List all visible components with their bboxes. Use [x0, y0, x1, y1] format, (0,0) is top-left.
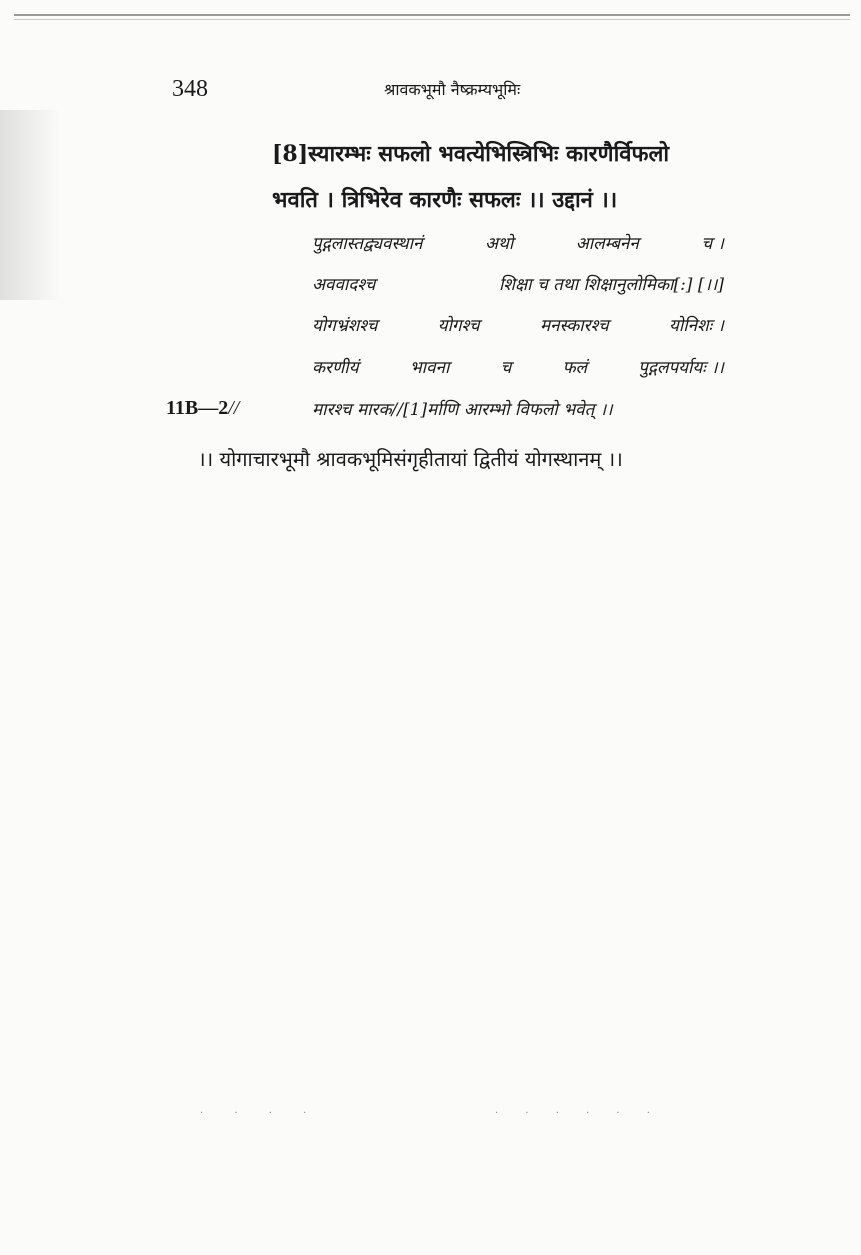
- verse-word: आलम्बनेन: [575, 234, 639, 254]
- verse-line-3: [312, 313, 724, 336]
- verse-word: योगभ्रंशश्च: [312, 316, 378, 336]
- verse-word: शिक्षा च तथा शिक्षानुलोमिका[:] [।।]: [498, 275, 724, 295]
- folio-number: 11B—2: [166, 397, 229, 419]
- page-number: 348: [172, 76, 208, 102]
- verse-word: भावना: [409, 358, 450, 378]
- verse-word: मारश्च मारक//[1]र्माणि आरम्भो विफलो भवेत् ।।: [312, 400, 613, 420]
- verse-word: योनिशः ।: [669, 316, 724, 336]
- verse-line-4: [312, 355, 724, 378]
- top-border-rule-secondary: [14, 19, 850, 20]
- verse-line-2: [312, 272, 724, 295]
- verse-line-5: [312, 397, 724, 420]
- colophon: ।। योगाचारभूमौ श्रावकभूमिसंगृहीतायां द्वितीयं योगस्थानम् ।।: [198, 447, 623, 471]
- verse-word: योगश्च: [437, 316, 480, 336]
- verse-word: फलं: [562, 358, 588, 378]
- scan-specks: · · · · · ·: [495, 1108, 662, 1119]
- scan-specks: · · · ·: [200, 1108, 321, 1119]
- running-head: श्रावकभूमौ नैष्क्रम्यभूमिः: [384, 80, 521, 99]
- folio-slashes: //: [228, 397, 240, 419]
- prose-line-2: भवति । त्रिभिरेव कारणैः सफलः ।। उद्दानं ।।: [272, 187, 618, 213]
- verse-line-1: [312, 231, 724, 254]
- margin-folio-reference: [166, 397, 239, 420]
- verse-word: च: [500, 358, 512, 378]
- verse-word: मनस्कारश्च: [539, 316, 609, 336]
- verse-word: अथो: [484, 234, 514, 254]
- verse-word: च ।: [701, 234, 724, 254]
- scan-shadow: [0, 110, 60, 300]
- verse-word: पुद्गलास्तद्व्यवस्थानं: [312, 234, 423, 254]
- verse-word: पुद्गलपर्यायः ।।: [638, 358, 724, 378]
- verse-word: करणीयं: [312, 358, 359, 378]
- verse-word: अववादश्च: [312, 275, 376, 295]
- prose-line-1: [8]स्यारम्भः सफलो भवत्येभिस्त्रिभिः कारणैर्विफलो: [272, 141, 670, 167]
- top-border-rule: [14, 14, 850, 16]
